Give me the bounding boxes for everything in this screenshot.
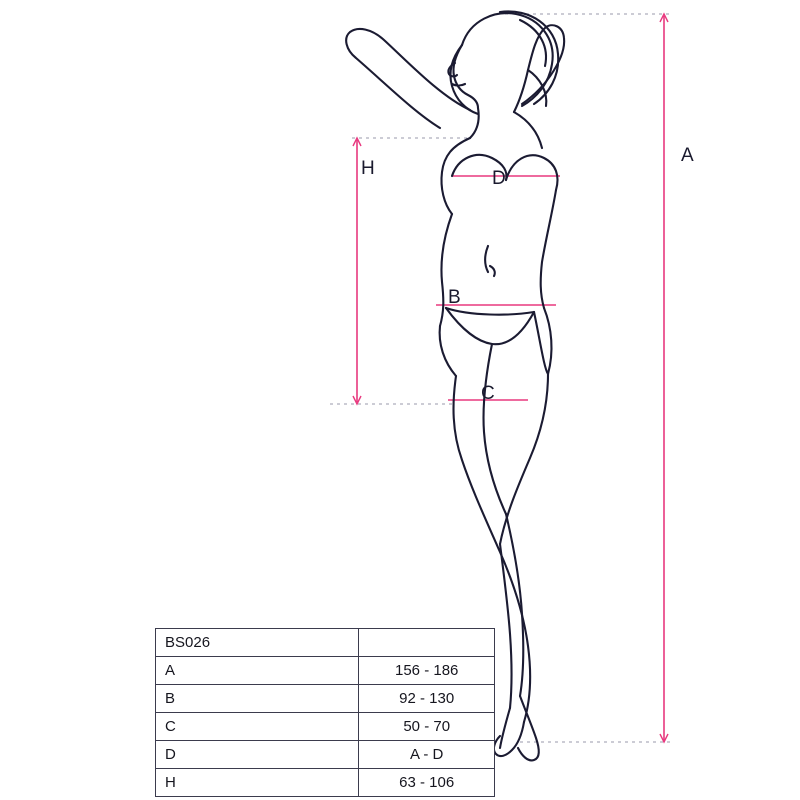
table-row-code [156, 629, 495, 657]
row-value-d: A - D [359, 741, 495, 769]
size-table [155, 628, 495, 797]
measure-label-H: H [361, 158, 375, 179]
measure-label-D: D [492, 168, 506, 189]
table-row [156, 685, 495, 713]
table-row [156, 657, 495, 685]
code-value-empty [359, 629, 495, 657]
row-value-c: 50 - 70 [359, 713, 495, 741]
table-row [156, 769, 495, 797]
measure-label-C: C [481, 383, 495, 404]
row-label-a: A [156, 657, 359, 685]
row-label-d: D [156, 741, 359, 769]
row-label-b: B [156, 685, 359, 713]
row-value-h: 63 - 106 [359, 769, 495, 797]
row-label-h: H [156, 769, 359, 797]
measure-label-A: A [681, 145, 694, 166]
measure-label-B: B [448, 287, 461, 308]
product-code: BS026 [156, 629, 359, 657]
row-value-a: 156 - 186 [359, 657, 495, 685]
row-label-c: C [156, 713, 359, 741]
row-value-b: 92 - 130 [359, 685, 495, 713]
table-row [156, 741, 495, 769]
table-row [156, 713, 495, 741]
